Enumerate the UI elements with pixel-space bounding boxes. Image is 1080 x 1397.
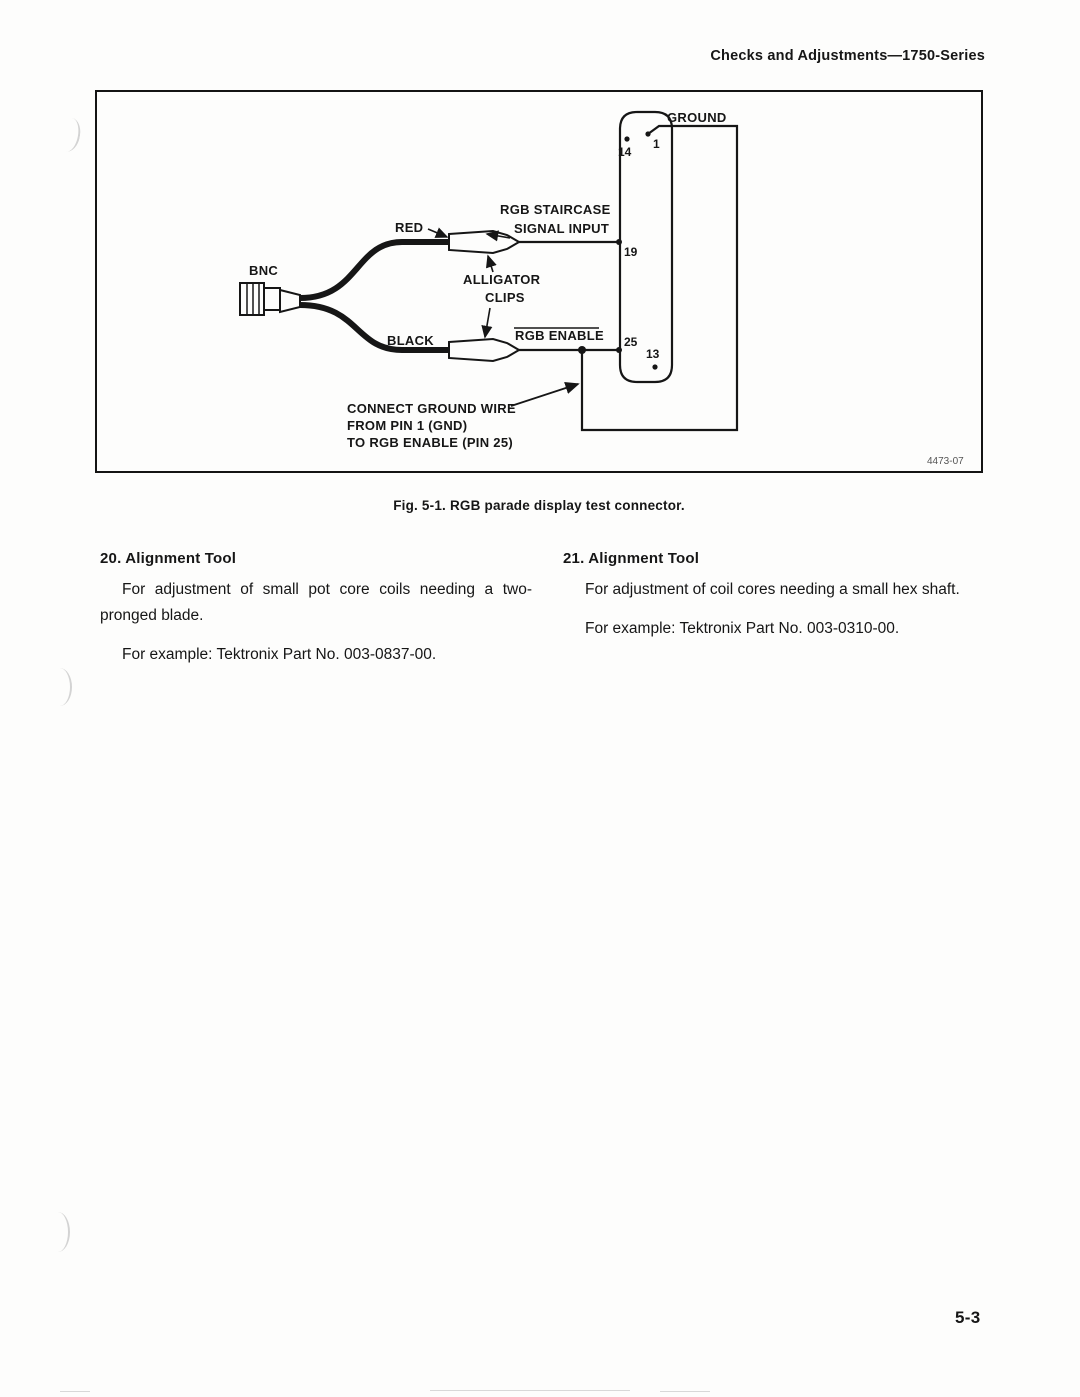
page-number: 5-3: [955, 1308, 981, 1327]
scan-artifact: [52, 668, 72, 706]
ground-note-line-3: TO RGB ENABLE (PIN 25): [347, 435, 513, 450]
alligator-label-1: ALLIGATOR: [463, 272, 541, 287]
section-21: [563, 550, 988, 640]
note-leader-arrow: [511, 384, 578, 406]
scan-artifact: [660, 1391, 710, 1392]
ground-label: GROUND: [667, 110, 727, 125]
figure-part-number: 4473-07: [927, 456, 964, 467]
ground-note-line-2: FROM PIN 1 (GND): [347, 418, 468, 433]
pin-14-label: 14: [618, 145, 632, 159]
pin-19-dot: [616, 239, 622, 245]
scan-artifact: [430, 1390, 630, 1391]
red-label: RED: [395, 220, 424, 235]
pin-13-dot: [652, 364, 657, 369]
bnc-label: BNC: [249, 263, 279, 278]
black-label: BLACK: [387, 333, 434, 348]
section-21-example: For example: Tektronix Part No. 003-0310-00.: [585, 620, 900, 638]
rgb-staircase-label-2: SIGNAL INPUT: [514, 221, 610, 236]
section-20-heading: 20. Alignment Tool: [100, 550, 237, 567]
scan-artifact: [59, 117, 83, 154]
pin-1-label: 1: [653, 137, 660, 151]
alligator-leader-down: [485, 308, 490, 337]
pin-1-dot: [645, 131, 650, 136]
figure-caption: Fig. 5-1. RGB parade display test connector.: [393, 498, 685, 513]
ground-junction-dot: [578, 346, 586, 354]
red-leader-arrow: [428, 229, 447, 237]
pin-19-label: 19: [624, 245, 638, 259]
figure-diagram: [97, 92, 981, 471]
figure-box: [95, 90, 983, 473]
section-20-example: For example: Tektronix Part No. 003-0837-00.: [122, 646, 437, 664]
rgb-staircase-label-1: RGB STAIRCASE: [500, 202, 611, 217]
section-20: [100, 550, 532, 666]
pin-25-label: 25: [624, 335, 638, 349]
section-21-heading: 21. Alignment Tool: [563, 550, 700, 567]
ground-wire: [582, 126, 737, 430]
alligator-leader-up: [488, 256, 493, 272]
section-21-body: For adjustment of coil cores needing a small hex shaft.: [585, 581, 960, 598]
section-20-body: For adjustment of small pot core coils needing a two-pronged blade.: [100, 581, 532, 625]
rgb-enable-label: RGB ENABLE: [515, 328, 604, 343]
alligator-label-2: CLIPS: [485, 290, 525, 305]
black-alligator-clip: [449, 339, 519, 361]
page-header: Checks and Adjustments—1750-Series: [710, 48, 985, 64]
scan-artifact: [50, 1212, 70, 1252]
bnc-connector: [240, 283, 300, 315]
red-cable: [300, 242, 449, 298]
pin-13-label: 13: [646, 347, 660, 361]
scan-artifact: [60, 1391, 90, 1392]
red-alligator-clip: [449, 231, 519, 253]
pin-25-dot: [616, 347, 622, 353]
pin-14-dot: [624, 136, 629, 141]
ground-note-line-1: CONNECT GROUND WIRE: [347, 401, 516, 416]
